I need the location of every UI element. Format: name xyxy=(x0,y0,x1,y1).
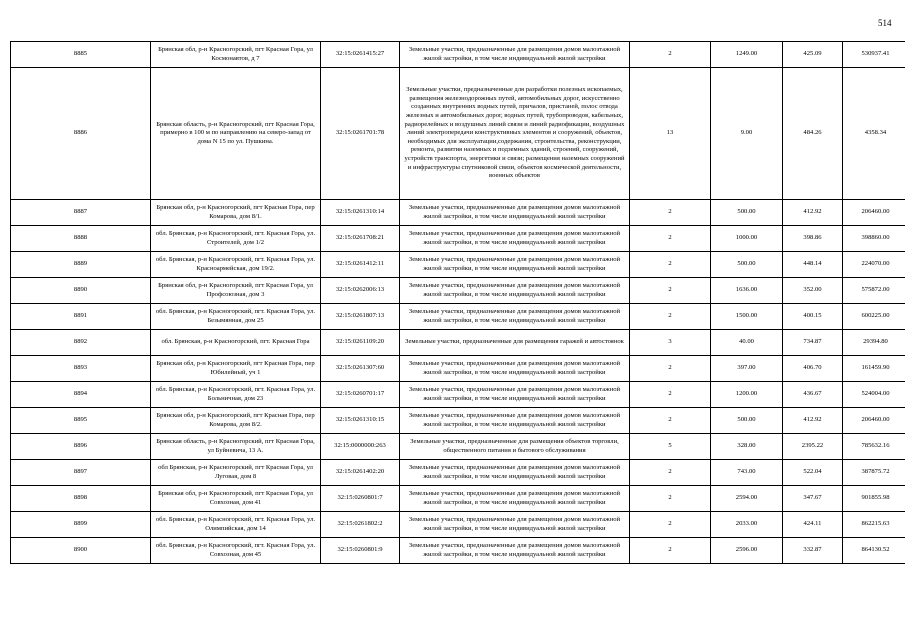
specific-value-cell: 2395.22 xyxy=(783,434,843,460)
table-row xyxy=(11,226,905,252)
land-use-type-cell: Земельные участки, предназначенные для размещения домов малоэтажной жилой застройки, в том числе индивидуальной жилой застройки xyxy=(400,200,630,226)
row-number: 8899 xyxy=(11,512,151,538)
table-row xyxy=(11,460,905,486)
specific-value-cell: 412.92 xyxy=(783,408,843,434)
specific-value-cell: 398.86 xyxy=(783,226,843,252)
group-code-cell: 2 xyxy=(630,278,711,304)
group-code-cell: 2 xyxy=(630,252,711,278)
row-number: 8890 xyxy=(11,278,151,304)
land-use-type-cell: Земельные участки, предназначенные для разработки полезных ископаемых, размещения железнодорожных путей, автомобильных дорог, искусственно созданных внутренних водных путей, причалов, пристаней, полос отвода железных и автомобильных дорог, водных путей, трубопроводов, кабельных, радиорелейных и воздушных линий связи и линий радиофикации, воздушных линий электропередачи конструктивных элементов и сооружений, объектов, необходимых для эксплуатации,содержания, строительства, реконструкции, ремонта, развития наземных и подземных зданий, строений, сооружений, устройств транспорта, энергетики и связи; размещения наземных сооружений и инфраструктуры спутниковой связи, объектов космической деятельности, военных объектов xyxy=(400,68,630,200)
cadastral-value-cell: 4358.34 xyxy=(843,68,905,200)
row-number: 8897 xyxy=(11,460,151,486)
cadastral-value-cell: 224070.00 xyxy=(843,252,905,278)
cadastral-number-cell: 32:15:0261412:11 xyxy=(321,252,400,278)
group-code-cell: 2 xyxy=(630,200,711,226)
area-cell: 2033.00 xyxy=(711,512,783,538)
cadastral-value-cell: 864130.52 xyxy=(843,538,905,564)
cadastral-number-cell: 32:15:0261701:78 xyxy=(321,68,400,200)
table-row xyxy=(11,68,905,200)
land-use-type-cell: Земельные участки, предназначенные для размещения гаражей и автостоянок xyxy=(400,330,630,356)
specific-value-cell: 436.67 xyxy=(783,382,843,408)
cadastral-number-cell: 32:15:0261109:20 xyxy=(321,330,400,356)
row-number: 8896 xyxy=(11,434,151,460)
land-use-type-cell: Земельные участки, предназначенные для размещения домов малоэтажной жилой застройки, в том числе индивидуальной жилой застройки xyxy=(400,356,630,382)
address-cell: обл. Брянская, р-н Красногорский, пгт. Красная Гора, ул. Совхозная, дом 45 xyxy=(151,538,321,564)
land-use-type-cell: Земельные участки, предназначенные для размещения объектов торговли, общественного питания и бытового обслуживания xyxy=(400,434,630,460)
land-use-type-cell: Земельные участки, предназначенные для размещения домов малоэтажной жилой застройки, в том числе индивидуальной жилой застройки xyxy=(400,408,630,434)
address-cell: обл. Брянская, р-н Красногорский, пгт. Красная Гора, ул. Олимпийская, дом 14 xyxy=(151,512,321,538)
cadastral-number-cell: 32:15:0261807:13 xyxy=(321,304,400,330)
land-use-type-cell: Земельные участки, предназначенные для размещения домов малоэтажной жилой застройки, в том числе индивидуальной жилой застройки xyxy=(400,382,630,408)
specific-value-cell: 522.04 xyxy=(783,460,843,486)
group-code-cell: 2 xyxy=(630,408,711,434)
cadastral-value-cell: 398860.00 xyxy=(843,226,905,252)
row-number: 8888 xyxy=(11,226,151,252)
area-cell: 500.00 xyxy=(711,200,783,226)
table-row xyxy=(11,304,905,330)
address-cell: Брянская обл, р-н Красногорский, пгт Красная Гора, пер Комарова, дом 8/1. xyxy=(151,200,321,226)
table-row xyxy=(11,538,905,564)
area-cell: 328.00 xyxy=(711,434,783,460)
specific-value-cell: 400.15 xyxy=(783,304,843,330)
land-use-type-cell: Земельные участки, предназначенные для размещения домов малоэтажной жилой застройки, в том числе индивидуальной жилой застройки xyxy=(400,226,630,252)
table-row xyxy=(11,200,905,226)
specific-value-cell: 424.11 xyxy=(783,512,843,538)
land-use-type-cell: Земельные участки, предназначенные для размещения домов малоэтажной жилой застройки, в том числе индивидуальной жилой застройки xyxy=(400,538,630,564)
cadastral-number-cell: 32:15:0260801:7 xyxy=(321,486,400,512)
table-row xyxy=(11,278,905,304)
specific-value-cell: 406.70 xyxy=(783,356,843,382)
row-number: 8891 xyxy=(11,304,151,330)
specific-value-cell: 425.09 xyxy=(783,42,843,68)
land-use-type-cell: Земельные участки, предназначенные для размещения домов малоэтажной жилой застройки, в том числе индивидуальной жилой застройки xyxy=(400,252,630,278)
area-cell: 2594.00 xyxy=(711,486,783,512)
row-number: 8898 xyxy=(11,486,151,512)
land-use-type-cell: Земельные участки, предназначенные для размещения домов малоэтажной жилой застройки, в том числе индивидуальной жилой застройки xyxy=(400,304,630,330)
address-cell: Брянская обл, р-н Красногорский, пгт Красная Гора, пер Комарова, дом 8/2. xyxy=(151,408,321,434)
area-cell: 500.00 xyxy=(711,252,783,278)
table-row xyxy=(11,356,905,382)
cadastral-value-cell: 206460.00 xyxy=(843,408,905,434)
row-number: 8887 xyxy=(11,200,151,226)
group-code-cell: 2 xyxy=(630,486,711,512)
land-use-type-cell: Земельные участки, предназначенные для размещения домов малоэтажной жилой застройки, в том числе индивидуальной жилой застройки xyxy=(400,486,630,512)
area-cell: 1500.00 xyxy=(711,304,783,330)
cadastral-number-cell: 32:15:0261708:21 xyxy=(321,226,400,252)
area-cell: 2596.00 xyxy=(711,538,783,564)
specific-value-cell: 352.00 xyxy=(783,278,843,304)
address-cell: Брянская обл, р-н Красногорский, пгт Красная Гора, ул Профсоюзная, дом 3 xyxy=(151,278,321,304)
cadastral-value-cell: 206460.00 xyxy=(843,200,905,226)
table-row xyxy=(11,42,905,68)
table-row xyxy=(11,434,905,460)
address-cell: обл. Брянская, р-н Красногорский, пгт. Красная Гора xyxy=(151,330,321,356)
specific-value-cell: 347.67 xyxy=(783,486,843,512)
table-row xyxy=(11,382,905,408)
cadastral-number-cell: 32:15:0261307:60 xyxy=(321,356,400,382)
address-cell: обл Брянская, р-н Красногорский, пгт Красная Гора, ул Луговая, дом 8 xyxy=(151,460,321,486)
cadastral-number-cell: 32:15:0261802:2 xyxy=(321,512,400,538)
cadastral-number-cell: 32:15:0261402:20 xyxy=(321,460,400,486)
area-cell: 1200.00 xyxy=(711,382,783,408)
group-code-cell: 2 xyxy=(630,512,711,538)
address-cell: обл. Брянская, р-н Красногорский, пгт. Красная Гора, ул. Строителей, дом 1/2 xyxy=(151,226,321,252)
specific-value-cell: 484.26 xyxy=(783,68,843,200)
row-number: 8892 xyxy=(11,330,151,356)
address-cell: Брянская обл, р-н Красногорский, пгт Красная Гора, ул Совхозная, дом 41 xyxy=(151,486,321,512)
group-code-cell: 2 xyxy=(630,460,711,486)
table-row xyxy=(11,408,905,434)
area-cell: 40.00 xyxy=(711,330,783,356)
address-cell: Брянская обл, р-н Красногорский, пгт Красная Гора, пер Юбилейный, уч 1 xyxy=(151,356,321,382)
specific-value-cell: 332.87 xyxy=(783,538,843,564)
group-code-cell: 2 xyxy=(630,356,711,382)
cadastral-value-cell: 785632.16 xyxy=(843,434,905,460)
row-number: 8893 xyxy=(11,356,151,382)
group-code-cell: 2 xyxy=(630,42,711,68)
address-cell: обл. Брянская, р-н Красногорский, пгт. Красная Гора, ул. Безымянная, дом 25 xyxy=(151,304,321,330)
table-row xyxy=(11,330,905,356)
land-registry-table xyxy=(10,41,905,564)
area-cell: 743.00 xyxy=(711,460,783,486)
row-number: 8895 xyxy=(11,408,151,434)
row-number: 8900 xyxy=(11,538,151,564)
cadastral-number-cell: 32:15:0260801:9 xyxy=(321,538,400,564)
cadastral-value-cell: 387875.72 xyxy=(843,460,905,486)
area-cell: 500.00 xyxy=(711,408,783,434)
cadastral-value-cell: 29394.80 xyxy=(843,330,905,356)
land-use-type-cell: Земельные участки, предназначенные для размещения домов малоэтажной жилой застройки, в том числе индивидуальной жилой застройки xyxy=(400,42,630,68)
cadastral-number-cell: 32:15:0261310:14 xyxy=(321,200,400,226)
specific-value-cell: 448.14 xyxy=(783,252,843,278)
cadastral-number-cell: 32:15:0261415:27 xyxy=(321,42,400,68)
address-cell: Брянская область, р-н Красногорский, пгт Красная Гора, ул Буйневича, 13 А. xyxy=(151,434,321,460)
table-row xyxy=(11,252,905,278)
table-body xyxy=(11,42,905,564)
group-code-cell: 2 xyxy=(630,304,711,330)
address-cell: Брянская обл, р-н Красногорский, пгт Красная Гора, ул Космонавтов, д 7 xyxy=(151,42,321,68)
group-code-cell: 2 xyxy=(630,538,711,564)
address-cell: обл. Брянская, р-н Красногорский, пгт. Красная Гора, ул. Больничная, дом 23 xyxy=(151,382,321,408)
group-code-cell: 13 xyxy=(630,68,711,200)
cadastral-value-cell: 600225.00 xyxy=(843,304,905,330)
cadastral-number-cell: 32:15:0000000:263 xyxy=(321,434,400,460)
table-row xyxy=(11,512,905,538)
area-cell: 1000.00 xyxy=(711,226,783,252)
group-code-cell: 2 xyxy=(630,382,711,408)
specific-value-cell: 734.87 xyxy=(783,330,843,356)
cadastral-value-cell: 161459.90 xyxy=(843,356,905,382)
cadastral-number-cell: 32:15:0262006:13 xyxy=(321,278,400,304)
area-cell: 397.00 xyxy=(711,356,783,382)
cadastral-value-cell: 901855.98 xyxy=(843,486,905,512)
group-code-cell: 2 xyxy=(630,226,711,252)
cadastral-number-cell: 32:15:0261310:15 xyxy=(321,408,400,434)
row-number: 8886 xyxy=(11,68,151,200)
cadastral-number-cell: 32:15:0260701:17 xyxy=(321,382,400,408)
cadastral-value-cell: 862215.63 xyxy=(843,512,905,538)
specific-value-cell: 412.92 xyxy=(783,200,843,226)
address-cell: Брянская область, р-н Красногорский, пгт Красная Гора, примерно в 100 м по направлению на северо-запад от дома N 15 по ул. Пушкина. xyxy=(151,68,321,200)
area-cell: 9.00 xyxy=(711,68,783,200)
area-cell: 1636.00 xyxy=(711,278,783,304)
row-number: 8885 xyxy=(11,42,151,68)
row-number: 8894 xyxy=(11,382,151,408)
cadastral-value-cell: 524004.00 xyxy=(843,382,905,408)
cadastral-value-cell: 530937.41 xyxy=(843,42,905,68)
land-use-type-cell: Земельные участки, предназначенные для размещения домов малоэтажной жилой застройки, в том числе индивидуальной жилой застройки xyxy=(400,278,630,304)
land-use-type-cell: Земельные участки, предназначенные для размещения домов малоэтажной жилой застройки, в том числе индивидуальной жилой застройки xyxy=(400,460,630,486)
table-row xyxy=(11,486,905,512)
page-number: 514 xyxy=(878,18,892,28)
group-code-cell: 3 xyxy=(630,330,711,356)
cadastral-value-cell: 575872.00 xyxy=(843,278,905,304)
row-number: 8889 xyxy=(11,252,151,278)
address-cell: обл. Брянская, р-н Красногорский, пгт. Красная Гора, ул. Красноармейская, дом 19/2. xyxy=(151,252,321,278)
land-use-type-cell: Земельные участки, предназначенные для размещения домов малоэтажной жилой застройки, в том числе индивидуальной жилой застройки xyxy=(400,512,630,538)
area-cell: 1249.00 xyxy=(711,42,783,68)
group-code-cell: 5 xyxy=(630,434,711,460)
